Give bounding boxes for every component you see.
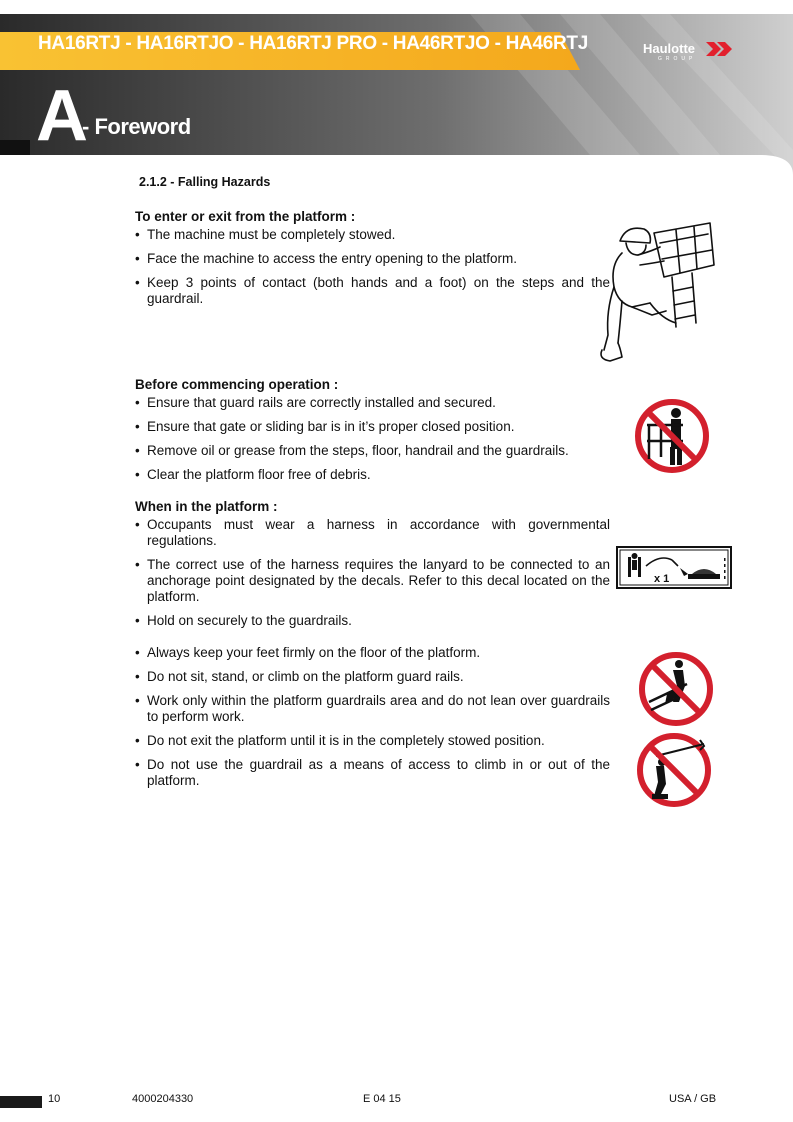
in-platform-more-list: [135, 645, 610, 789]
edition: E 04 15: [363, 1093, 401, 1105]
section-letter: A: [36, 76, 88, 156]
no-leaning-prohibition-icon: [633, 397, 711, 475]
list-item: • Occupants must wear a harness in accordance with governmental regulations.: [135, 517, 610, 549]
list-item: • Remove oil or grease from the steps, floor, handrail and the guardrails.: [135, 443, 610, 459]
in-platform-list: [135, 517, 610, 629]
list-item: • The correct use of the harness requires the lanyard to be connected to an anchorage point designated by the decals. Refer to this decal located on the platform.: [135, 557, 610, 605]
list-item: • Work only within the platform guardrails area and do not lean over guardrails to perform work.: [135, 693, 610, 725]
harness-anchorage-decal: [616, 546, 732, 589]
subsection-title: 2.1.2 - Falling Hazards: [139, 175, 271, 189]
list-item: • Keep 3 points of contact (both hands and a foot) on the steps and the guardrail.: [135, 275, 610, 307]
chevron-icon: [706, 42, 734, 56]
no-climbing-guardrail-icon: [637, 650, 715, 728]
model-title: HA16RTJ - HA16RTJO - HA16RTJ PRO - HA46RTJO - HA46RTJ: [38, 33, 589, 54]
list-item: • The machine must be completely stowed.: [135, 227, 610, 243]
brand-name: Haulotte: [643, 41, 695, 56]
list-item: • Do not use the guardrail as a means of access to climb in or out of the platform.: [135, 757, 610, 789]
enter-exit-list: [135, 227, 610, 307]
list-item: • Do not exit the platform until it is in the completely stowed position.: [135, 733, 610, 749]
in-platform-more-section: [135, 645, 610, 789]
enter-exit-section: [135, 209, 610, 307]
climbing-operator-illustration: [592, 215, 722, 370]
page-number: 10: [48, 1093, 61, 1105]
in-platform-section: [135, 499, 610, 629]
list-item: • Always keep your feet firmly on the floor of the platform.: [135, 645, 610, 661]
region: USA / GB: [669, 1093, 717, 1105]
before-operation-list: [135, 395, 610, 483]
no-leaning-over-icon: [634, 730, 714, 810]
list-item: • Do not sit, stand, or climb on the platform guard rails.: [135, 669, 610, 685]
enter-exit-heading: To enter or exit from the platform :: [135, 209, 356, 224]
list-item: • Hold on securely to the guardrails.: [135, 613, 610, 629]
before-operation-section: [135, 377, 610, 483]
footer-bar: [0, 1096, 42, 1108]
brand-group: GROUP: [658, 56, 697, 62]
doc-number: 4000204330: [132, 1093, 194, 1105]
list-item: • Ensure that guard rails are correctly installed and secured.: [135, 395, 610, 411]
section-title: - Foreword: [82, 114, 191, 139]
list-item: • Clear the platform floor free of debris.: [135, 467, 610, 483]
list-item: • Ensure that gate or sliding bar is in it’s proper closed position.: [135, 419, 610, 435]
before-operation-heading: Before commencing operation :: [135, 377, 339, 392]
haulotte-logo: [640, 41, 740, 67]
in-platform-heading: When in the platform :: [135, 499, 278, 514]
header-band: [0, 0, 793, 200]
list-item: • Face the machine to access the entry opening to the platform.: [135, 251, 610, 267]
decal-count-label: x 1: [654, 573, 670, 585]
